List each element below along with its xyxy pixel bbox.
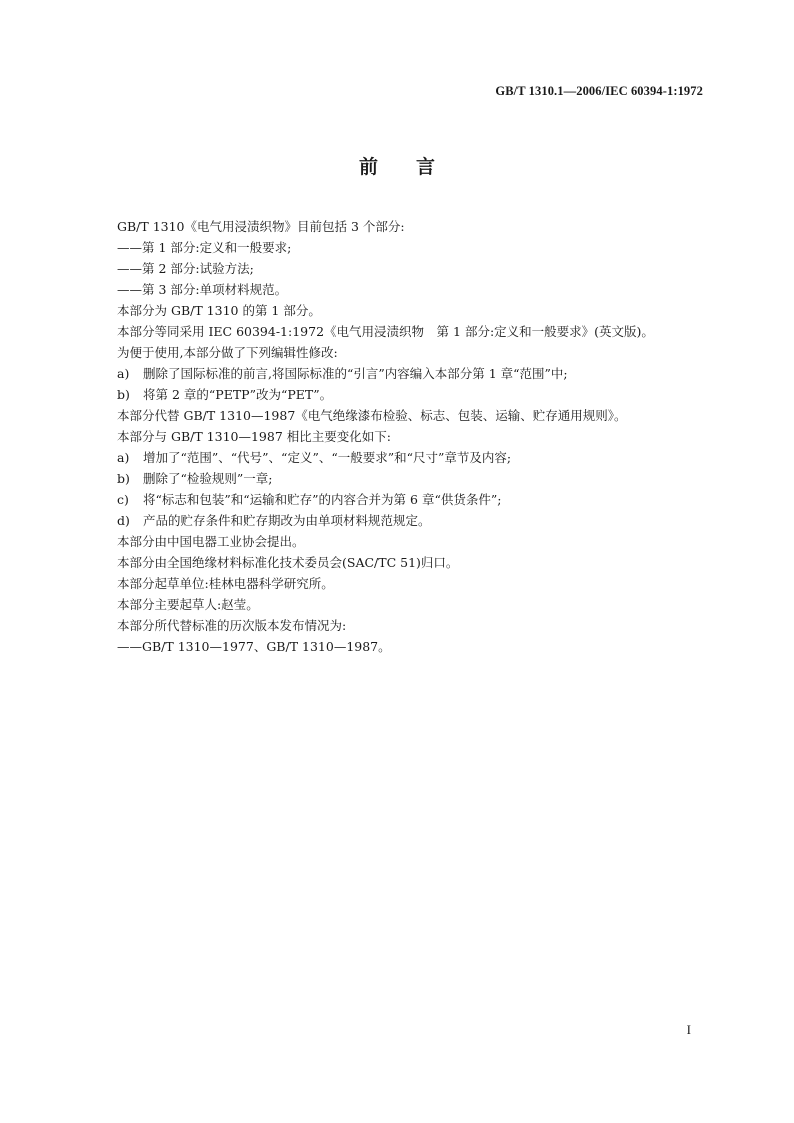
paragraph-line: ——第 1 部分:定义和一般要求;	[117, 240, 292, 255]
paragraph-line: 本部分所代替标准的历次版本发布情况为:	[117, 618, 347, 633]
page-title: 前言	[358, 156, 473, 178]
list-item	[117, 468, 717, 489]
list-item-label: b)	[117, 387, 130, 402]
list-item-text: 将第 2 章的“PETP”改为“PET”。	[143, 387, 333, 402]
standard-code-header: GB/T 1310.1—2006/IEC 60394-1:1972	[495, 84, 703, 98]
paragraph-line: 为便于使用,本部分做了下列编辑性修改:	[117, 345, 338, 360]
paragraph-line: 本部分等同采用 IEC 60394-1:1972《电气用浸渍织物 第 1 部分:定义和一般要求》(英文版)。	[117, 324, 654, 339]
paragraph-line: 本部分与 GB/T 1310—1987 相比主要变化如下:	[117, 429, 391, 444]
list-item-text: 将“标志和包装”和“运输和贮存”的内容合并为第 6 章“供货条件”;	[143, 492, 502, 507]
list-item-label: a)	[117, 450, 130, 465]
list-item-label: b)	[117, 471, 130, 486]
list-item-text: 删除了“检验规则”一章;	[143, 471, 273, 486]
list-item	[117, 447, 717, 468]
list-item-label: c)	[117, 492, 129, 507]
paragraph-line: ——第 2 部分:试验方法;	[117, 261, 254, 276]
paragraph-line: 本部分主要起草人:赵莹。	[117, 597, 259, 612]
list-item	[117, 510, 717, 531]
paragraph-line: 本部分代替 GB/T 1310—1987《电气绝缘漆布检验、标志、包装、运输、贮存通用规则》。	[117, 408, 627, 423]
paragraph-line: ——GB/T 1310—1977、GB/T 1310—1987。	[117, 639, 391, 654]
paragraph-line: 本部分由中国电器工业协会提出。	[117, 534, 305, 549]
paragraph-line: ——第 3 部分:单项材料规范。	[117, 282, 288, 297]
list-item	[117, 489, 717, 510]
list-item	[117, 384, 717, 405]
list-item-text: 删除了国际标准的前言,将国际标准的“引言”内容编入本部分第 1 章“范围”中;	[143, 366, 568, 381]
paragraph-line: GB/T 1310《电气用浸渍织物》目前包括 3 个部分:	[117, 219, 405, 234]
list-item-text: 增加了“范围”、“代号”、“定义”、“一般要求”和“尺寸”章节及内容;	[143, 450, 512, 465]
paragraph-line: 本部分为 GB/T 1310 的第 1 部分。	[117, 303, 321, 318]
paragraph-line: 本部分由全国绝缘材料标准化技术委员会(SAC/TC 51)归口。	[117, 555, 459, 570]
foreword-body	[117, 216, 717, 657]
page-number: I	[686, 1022, 691, 1037]
list-item-label: d)	[117, 513, 130, 528]
list-item-label: a)	[117, 366, 130, 381]
paragraph-line: 本部分起草单位:桂林电器科学研究所。	[117, 576, 334, 591]
list-item	[117, 363, 717, 384]
list-item-text: 产品的贮存条件和贮存期改为由单项材料规范规定。	[143, 513, 431, 528]
